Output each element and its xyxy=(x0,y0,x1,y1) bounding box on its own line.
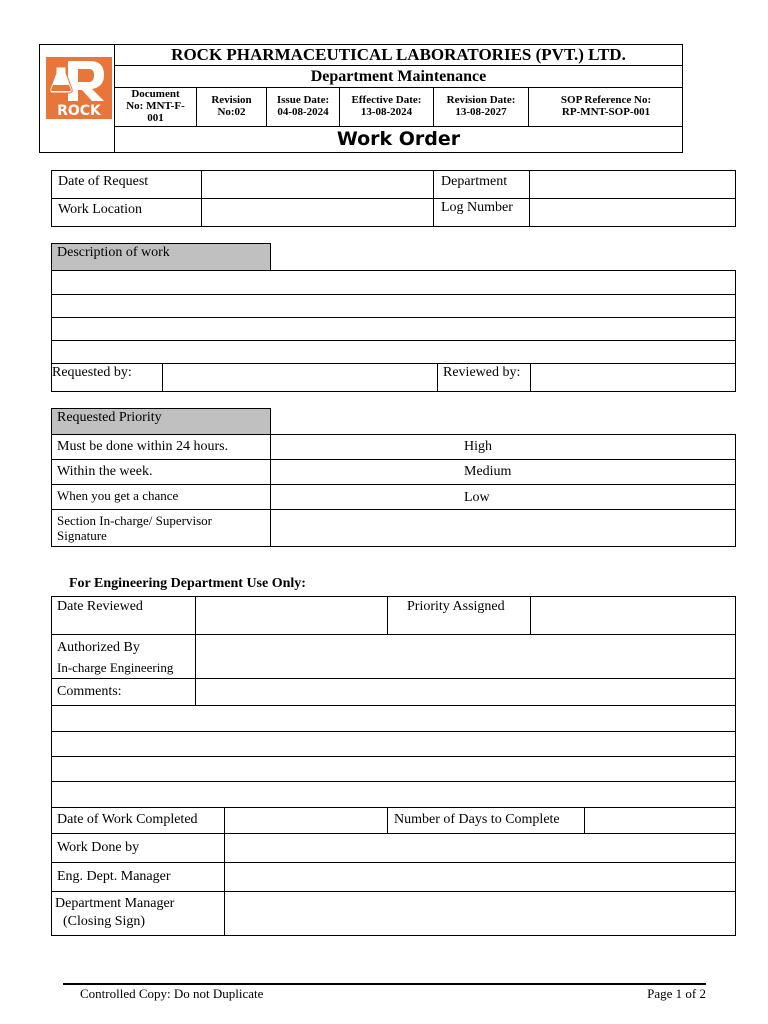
description-line-3[interactable] xyxy=(52,318,735,340)
work-location-label: Work Location xyxy=(58,202,143,217)
priority-row-low[interactable] xyxy=(52,485,735,509)
date-of-request-field[interactable] xyxy=(202,171,433,198)
meta-label: Revision xyxy=(211,94,252,106)
department-name: Department Maintenance xyxy=(310,68,487,85)
reviewed-by-label: Reviewed by: xyxy=(443,365,521,380)
meta-revision-date xyxy=(434,94,528,118)
meta-label: Effective Date: xyxy=(351,94,422,106)
department-field[interactable] xyxy=(530,171,735,198)
priority-level: High xyxy=(464,439,492,454)
page-number: Page 1 of 2 xyxy=(647,986,706,1001)
requested-by-field[interactable] xyxy=(163,364,437,391)
date-reviewed-label: Date Reviewed xyxy=(57,599,143,614)
comments-label: Comments: xyxy=(57,684,122,699)
priority-condition: Within the week. xyxy=(57,464,153,479)
meta-value: RP-MNT-SOP-001 xyxy=(561,106,651,118)
col-divider xyxy=(433,170,434,227)
meta-sop-reference xyxy=(529,94,683,118)
col-divider xyxy=(387,807,388,833)
eng-manager-field[interactable] xyxy=(225,863,735,891)
days-to-complete-field[interactable] xyxy=(585,808,735,833)
date-completed-label: Date of Work Completed xyxy=(57,812,198,827)
company-name: ROCK PHARMACEUTICAL LABORATORIES (PVT.) LTD. xyxy=(171,45,626,64)
engineering-heading: For Engineering Department Use Only: xyxy=(69,576,306,591)
dept-manager-label-line1: Department Manager xyxy=(55,896,175,911)
priority-row-medium[interactable] xyxy=(52,460,735,484)
form-title: Work Order xyxy=(336,128,461,150)
meta-label: SOP Reference No: xyxy=(560,94,652,106)
comment-line-3[interactable] xyxy=(52,757,735,781)
date-reviewed-field[interactable] xyxy=(196,597,387,634)
header-divider xyxy=(114,126,683,127)
logo-text: ROCK xyxy=(57,103,101,119)
date-completed-field[interactable] xyxy=(225,808,387,833)
footer-rule xyxy=(63,983,706,985)
log-number-label: Log Number xyxy=(441,200,513,215)
priority-row-high[interactable] xyxy=(52,435,735,459)
work-done-by-label: Work Done by xyxy=(57,840,140,855)
authorized-by-label: Authorized By xyxy=(57,640,140,655)
meta-value: No:02 xyxy=(217,106,246,118)
dept-manager-label-line2: (Closing Sign) xyxy=(63,914,146,929)
requested-by-label: Requested by: xyxy=(52,365,132,380)
reviewed-by-field[interactable] xyxy=(531,364,735,391)
meta-label: Revision Date: xyxy=(446,94,516,106)
signature-label-line1: Section In-charge/ Supervisor xyxy=(57,513,212,528)
meta-issue-date xyxy=(267,94,339,118)
meta-value: No: MNT-F-001 xyxy=(126,100,185,124)
days-to-complete-label: Number of Days to Complete xyxy=(394,812,560,827)
work-location-field[interactable] xyxy=(202,199,433,226)
priority-condition: When you get a chance xyxy=(57,488,179,503)
supervisor-signature-field[interactable] xyxy=(271,510,735,546)
company-logo xyxy=(46,57,112,119)
priority-level: Medium xyxy=(464,464,512,479)
department-label: Department xyxy=(441,174,508,189)
description-heading: Description of work xyxy=(57,245,170,260)
comments-field[interactable] xyxy=(196,679,735,705)
priority-level: Low xyxy=(464,490,490,505)
meta-effective-date xyxy=(340,94,433,118)
work-done-by-field[interactable] xyxy=(225,834,735,862)
meta-label: Issue Date: xyxy=(276,94,330,106)
copy-notice: Controlled Copy: Do not Duplicate xyxy=(80,986,264,1001)
meta-revision xyxy=(197,94,266,118)
meta-value: 04-08-2024 xyxy=(277,106,329,118)
meta-label: Document xyxy=(131,88,180,100)
header-divider xyxy=(114,87,683,88)
date-of-request-label: Date of Request xyxy=(58,174,149,189)
meta-value: 13-08-2027 xyxy=(455,106,507,118)
description-line-1[interactable] xyxy=(52,271,735,294)
meta-document xyxy=(115,88,196,124)
header-divider xyxy=(114,65,683,66)
comment-line-4[interactable] xyxy=(52,782,735,807)
eng-manager-label: Eng. Dept. Manager xyxy=(57,869,171,884)
in-charge-label: In-charge Engineering xyxy=(57,660,174,675)
comment-line-2[interactable] xyxy=(52,732,735,756)
log-number-field[interactable] xyxy=(530,199,735,226)
signature-label-line2: Signature xyxy=(57,528,107,543)
description-line-4[interactable] xyxy=(52,341,735,363)
col-divider xyxy=(437,363,438,392)
comment-line-1[interactable] xyxy=(52,706,735,731)
dept-manager-signature-field[interactable] xyxy=(225,892,735,935)
description-line-2[interactable] xyxy=(52,295,735,317)
col-divider xyxy=(387,596,388,634)
priority-assigned-label: Priority Assigned xyxy=(407,599,505,614)
priority-condition: Must be done within 24 hours. xyxy=(57,439,229,454)
priority-assigned-field[interactable] xyxy=(531,597,735,634)
meta-value: 13-08-2024 xyxy=(360,106,413,118)
authorized-by-field[interactable] xyxy=(196,635,735,678)
priority-heading: Requested Priority xyxy=(57,410,162,425)
